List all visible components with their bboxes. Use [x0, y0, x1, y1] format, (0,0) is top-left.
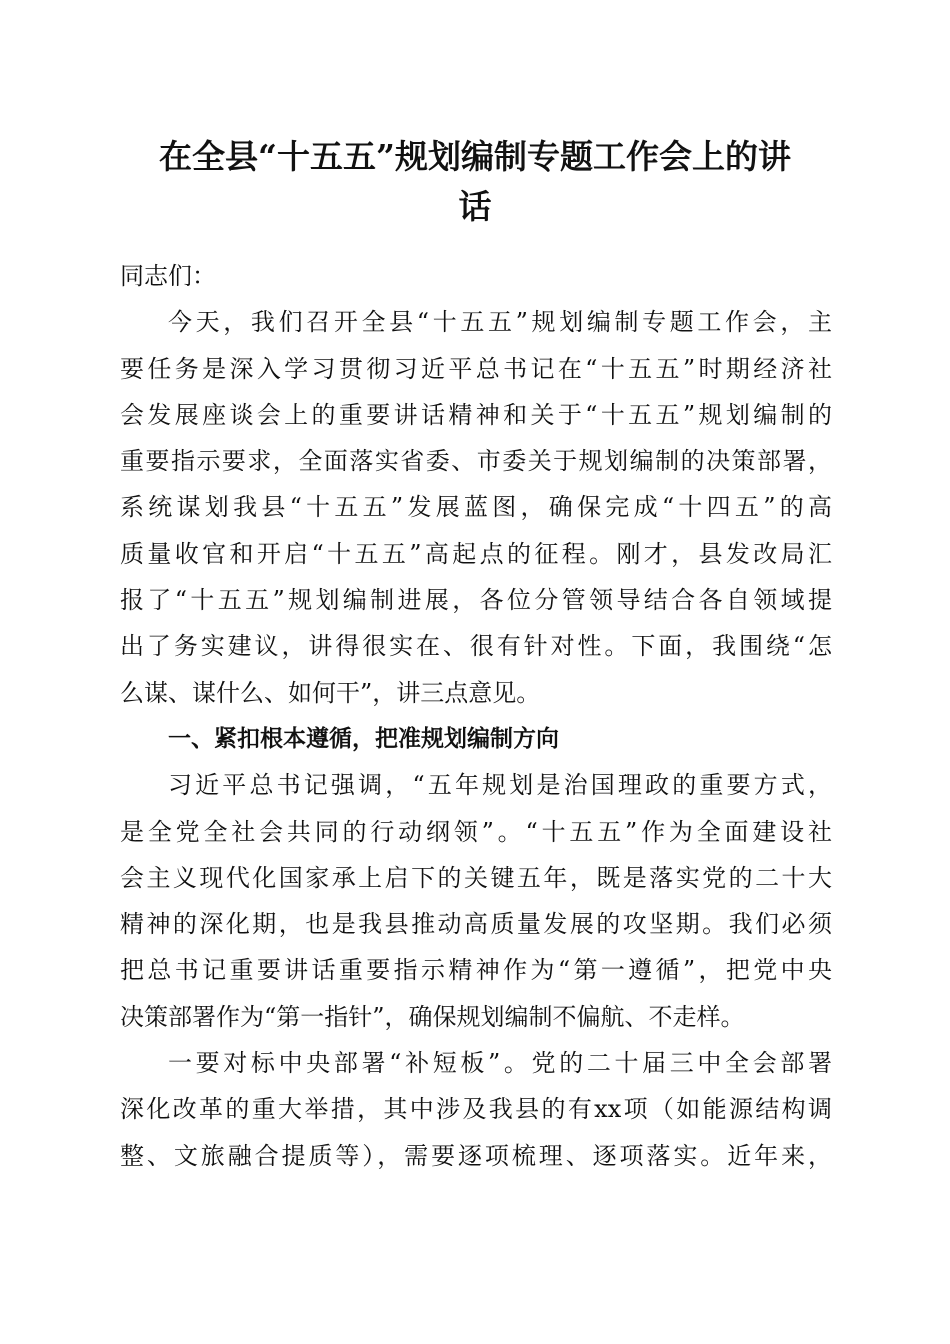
paragraph-line: 么谋、谋什么、如何干”，讲三点意见。 [120, 678, 541, 707]
paragraph-line: 一要对标中央部署“补短板”。党的二十届三中全会部署 [168, 1049, 832, 1078]
paragraph-line: 质量收官和开启“十五五”高起点的征程。刚才，县发改局汇 [120, 539, 832, 568]
paragraph-line: 是全党全社会共同的行动纲领”。“十五五”作为全面建设社 [120, 817, 832, 846]
paragraph-line: 把总书记重要讲话重要指示精神作为“第一遵循”，把党中央 [120, 956, 832, 985]
title-line-2: 话 [458, 187, 492, 226]
paragraph-line: 精神的深化期，也是我县推动高质量发展的攻坚期。我们必须 [120, 910, 832, 939]
paragraph-line: 决策部署作为“第一指针”，确保规划编制不偏航、不走样。 [120, 1002, 745, 1031]
paragraph-line: 深化改革的重大举措，其中涉及我县的有xx项（如能源结构调 [120, 1095, 832, 1124]
paragraph-line: 习近平总书记强调，“五年规划是治国理政的重要方式， [168, 771, 832, 800]
paragraph-line: 会发展座谈会上的重要讲话精神和关于“十五五”规划编制的 [120, 400, 832, 429]
document-title [110, 132, 840, 232]
paragraph-line: 报了“十五五”规划编制进展，各位分管领导结合各自领域提 [120, 586, 832, 615]
paragraph-line: 整、文旅融合提质等），需要逐项梳理、逐项落实。近年来， [120, 1141, 832, 1170]
salutation: 同志们： [120, 262, 216, 290]
title-line-1: 在全县“十五五”规划编制专题工作会上的讲 [159, 137, 791, 176]
paragraph-line: 重要指示要求，全面落实省委、市委关于规划编制的决策部署， [120, 447, 832, 476]
paragraph-line: 会主义现代化国家承上启下的关键五年，既是落实党的二十大 [120, 863, 832, 892]
paragraph-line: 今天，我们召开全县“十五五”规划编制专题工作会，主 [168, 308, 832, 337]
paragraph-line: 出了务实建议，讲得很实在、很有针对性。下面，我围绕“怎 [120, 632, 832, 661]
document-body [120, 253, 832, 1179]
paragraph-line: 系统谋划我县“十五五”发展蓝图，确保完成“十四五”的高 [120, 493, 832, 522]
section-heading: 一、紧扣根本遵循，把准规划编制方向 [168, 725, 559, 752]
paragraph-line: 要任务是深入学习贯彻习近平总书记在“十五五”时期经济社 [120, 354, 832, 383]
